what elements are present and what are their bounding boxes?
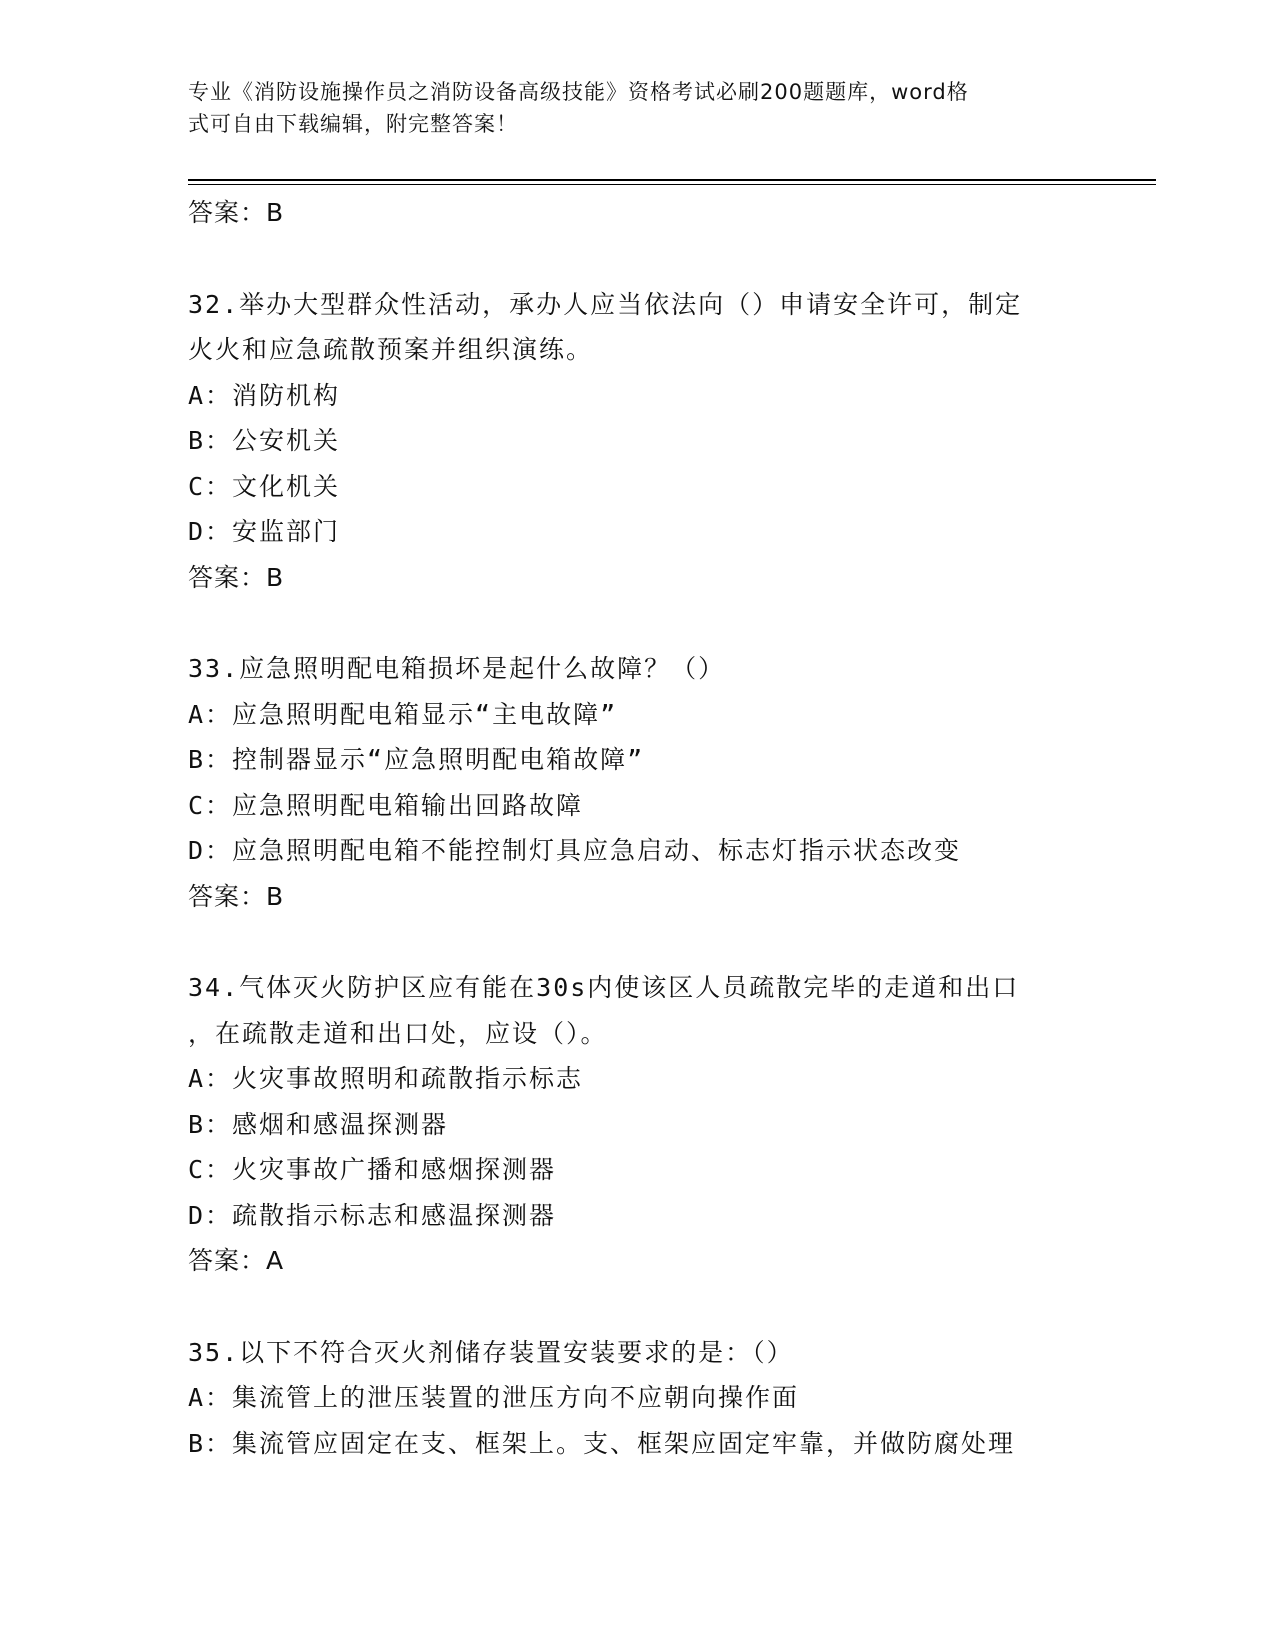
question-32 — [188, 282, 1148, 601]
option-b: B：感烟和感温探测器 — [188, 1109, 449, 1139]
option-b: B：控制器显示“应急照明配电箱故障” — [188, 745, 645, 774]
option-a: A：消防机构 — [188, 380, 341, 410]
question-text: ，在疏散走道和出口处，应设（）。 — [188, 1018, 608, 1048]
answer-line: 答案：B — [188, 198, 285, 227]
question-text: 32.举办大型群众性活动，承办人应当依法向（）申请安全许可，制定 — [188, 289, 1023, 319]
question-text: 35.以下不符合灭火剂储存装置安装要求的是：（） — [188, 1337, 794, 1367]
option-c: C：文化机关 — [188, 471, 341, 501]
option-a: A：火灾事故照明和疏散指示标志 — [188, 1064, 584, 1093]
option-d: D：安监部门 — [188, 517, 341, 546]
question-text: 34.气体灭火防护区应有能在30s内使该区人员疏散完毕的走道和出口 — [188, 973, 1020, 1002]
question-35 — [188, 1330, 1148, 1467]
option-d: D：应急照明配电箱不能控制灯具应急启动、标志灯指示状态改变 — [188, 836, 962, 865]
option-b: B：集流管应固定在支、框架上。支、框架应固定牢靠，并做防腐处理 — [188, 1428, 1016, 1458]
answer-line: 答案：A — [188, 1246, 285, 1275]
question-text: 火火和应急疏散预案并组织演练。 — [188, 335, 594, 364]
header-divider — [188, 184, 1156, 185]
option-c: C：火灾事故广播和感烟探测器 — [188, 1155, 557, 1184]
document-header — [188, 76, 1068, 140]
question-list — [188, 190, 1148, 1466]
header-divider — [188, 179, 1156, 181]
option-c: C：应急照明配电箱输出回路故障 — [188, 790, 584, 820]
header-line: 专业《消防设施操作员之消防设备高级技能》资格考试必刷200题题库，word格 — [188, 80, 969, 104]
header-line: 式可自由下载编辑，附完整答案！ — [188, 112, 518, 136]
option-b: B：公安机关 — [188, 426, 341, 455]
option-a: A：应急照明配电箱显示“主电故障” — [188, 699, 618, 729]
question-text: 33.应急照明配电箱损坏是起什么故障？（） — [188, 654, 726, 683]
option-d: D：疏散指示标志和感温探测器 — [188, 1200, 557, 1230]
question-33 — [188, 646, 1148, 919]
answer-line: 答案：B — [188, 562, 285, 592]
option-a: A：集流管上的泄压装置的泄压方向不应朝向操作面 — [188, 1383, 800, 1412]
answer-line: 答案：B — [188, 881, 285, 911]
question-34 — [188, 965, 1148, 1284]
